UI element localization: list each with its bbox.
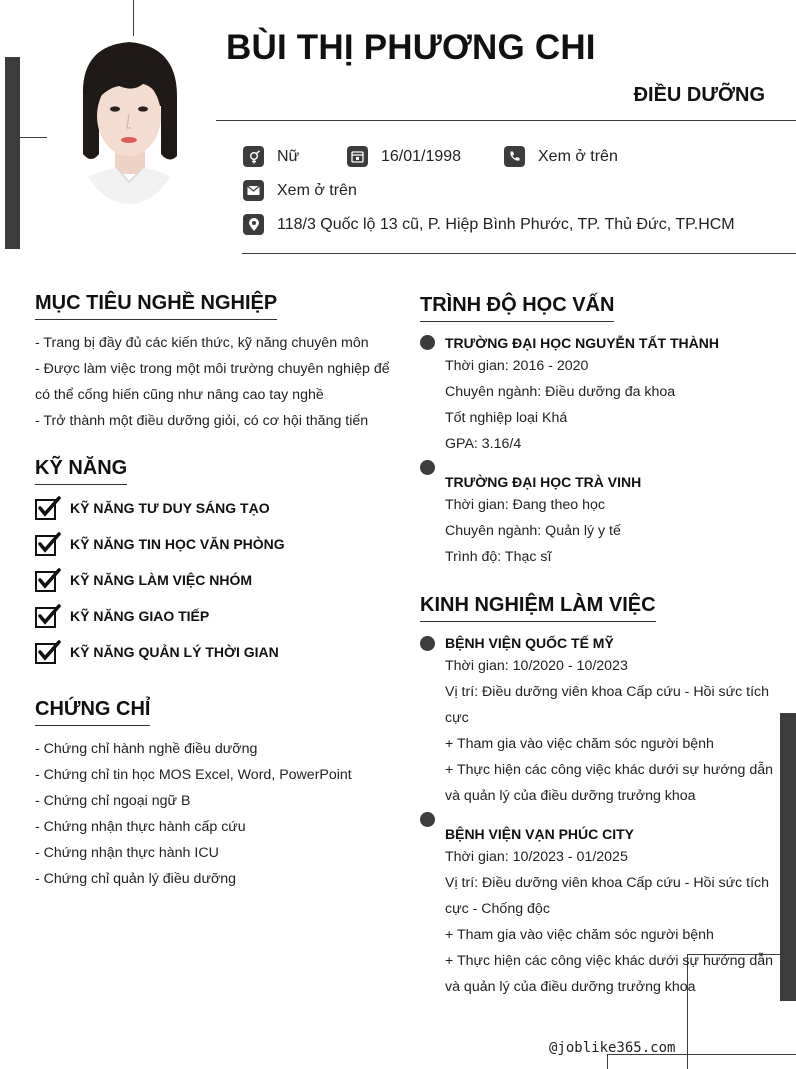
timeline-dot <box>420 636 435 651</box>
contact-address <box>243 214 735 235</box>
certificates-heading: CHỨNG CHỈ <box>35 698 150 726</box>
experience-line: Vị trí: Điều dưỡng viên khoa Cấp cứu - Hồi sức tích <box>445 684 770 700</box>
location-pin-icon <box>243 214 264 235</box>
checkbox-icon <box>35 532 61 556</box>
objective-line: có thể cống hiến cũng như nâng cao tay nghề <box>35 387 324 403</box>
certificate-item: - Chứng chỉ quản lý điều dưỡng <box>35 871 237 887</box>
gender-value: Nữ <box>277 147 300 165</box>
skill-label: KỸ NĂNG TƯ DUY SÁNG TẠO <box>70 500 270 516</box>
education-line: Thời gian: Đang theo học <box>445 497 605 513</box>
phone-value: Xem ở trên <box>538 147 618 165</box>
right-accent-bar <box>780 713 796 1001</box>
experience-company: BỆNH VIỆN QUỐC TẾ MỸ <box>445 635 614 651</box>
experience-line: + Tham gia vào việc chăm sóc người bệnh <box>445 736 714 752</box>
contact-dob <box>347 146 461 167</box>
skill-item <box>35 494 285 522</box>
experience-line: Thời gian: 10/2023 - 01/2025 <box>445 849 628 865</box>
checkbox-icon <box>35 568 61 592</box>
experience-heading: KINH NGHIỆM LÀM VIỆC <box>420 594 656 622</box>
email-value: Xem ở trên <box>277 181 357 199</box>
dob-value: 16/01/1998 <box>381 147 462 165</box>
objective-heading: MỤC TIÊU NGHỀ NGHIỆP <box>35 292 277 320</box>
skill-item <box>35 566 285 594</box>
objective-line: - Trở thành một điều dưỡng giỏi, có cơ hội thăng tiến <box>35 413 369 429</box>
education-line: Chuyên ngành: Điều dưỡng đa khoa <box>445 384 676 400</box>
experience-line: Vị trí: Điều dưỡng viên khoa Cấp cứu - Hồi sức tích <box>445 875 770 891</box>
contact-phone <box>504 146 618 167</box>
address-value: 118/3 Quốc lộ 13 cũ, P. Hiệp Bình Phước, TP. Thủ Đức, TP.HCM <box>277 215 735 233</box>
contact-divider <box>242 253 796 254</box>
education-line: Thời gian: 2016 - 2020 <box>445 358 589 374</box>
skill-item <box>35 530 285 558</box>
checkbox-icon <box>35 604 61 628</box>
objective-line: - Được làm việc trong một môi trường chuyên nghiệp để <box>35 361 390 377</box>
watermark-text: @joblike365.com <box>549 1040 676 1056</box>
skills-heading: KỸ NĂNG <box>35 457 127 485</box>
timeline-dot <box>420 460 435 475</box>
objective-text <box>35 330 390 434</box>
certificate-item: - Chứng chỉ ngoại ngữ B <box>35 793 191 809</box>
certificates-list <box>35 736 352 892</box>
certificate-item: - Chứng chỉ hành nghề điều dưỡng <box>35 741 258 757</box>
phone-icon <box>504 146 525 167</box>
education-line: Tốt nghiệp loại Khá <box>445 410 568 426</box>
left-horizontal-line <box>19 137 47 138</box>
experience-line: Thời gian: 10/2020 - 10/2023 <box>445 658 628 674</box>
objective-line: - Trang bị đầy đủ các kiến thức, kỹ năng chuyên môn <box>35 335 369 351</box>
experience-line: và quản lý của điều dưỡng trưởng khoa <box>445 788 696 804</box>
experience-line: cực <box>445 710 469 726</box>
checkbox-icon <box>35 496 61 520</box>
gender-icon <box>243 146 264 167</box>
certificate-item: - Chứng nhận thực hành cấp cứu <box>35 819 246 835</box>
education-details <box>445 492 621 570</box>
job-title: ĐIỀU DƯỠNG <box>633 84 765 106</box>
experience-line: cực - Chống độc <box>445 901 550 917</box>
candidate-name: BÙI THỊ PHƯƠNG CHI <box>226 28 596 67</box>
checkbox-icon <box>35 640 61 664</box>
header-divider <box>216 120 796 121</box>
timeline-dot <box>420 335 435 350</box>
education-school: TRƯỜNG ĐẠI HỌC NGUYỄN TẤT THÀNH <box>445 335 719 351</box>
skill-item <box>35 602 285 630</box>
contact-email <box>243 180 357 201</box>
certificate-item: - Chứng nhận thực hành ICU <box>35 845 219 861</box>
skill-item <box>35 638 285 666</box>
timeline-dot <box>420 812 435 827</box>
education-line: Chuyên ngành: Quản lý y tế <box>445 523 621 539</box>
bottom-frame-v2 <box>607 1054 608 1069</box>
education-school: TRƯỜNG ĐẠI HỌC TRÀ VINH <box>445 474 642 490</box>
contact-gender <box>243 146 299 167</box>
experience-company: BỆNH VIỆN VẠN PHÚC CITY <box>445 826 635 842</box>
skill-label: KỸ NĂNG QUẢN LÝ THỜI GIAN <box>70 644 279 660</box>
top-vertical-line <box>133 0 134 40</box>
experience-line: + Tham gia vào việc chăm sóc người bệnh <box>445 927 714 943</box>
experience-details <box>445 844 773 1000</box>
skills-list <box>35 494 285 666</box>
education-details <box>445 353 675 457</box>
experience-line: + Thực hiện các công việc khác dưới sự hướng dẫn <box>445 762 774 778</box>
education-line: GPA: 3.16/4 <box>445 436 522 452</box>
education-heading: TRÌNH ĐỘ HỌC VẤN <box>420 294 614 322</box>
certificate-item: - Chứng chỉ tin học MOS Excel, Word, PowerPoint <box>35 767 352 783</box>
profile-photo <box>73 36 185 204</box>
skill-label: KỸ NĂNG GIAO TIẾP <box>70 608 210 624</box>
skill-label: KỸ NĂNG LÀM VIỆC NHÓM <box>70 572 252 588</box>
email-icon <box>243 180 264 201</box>
experience-details <box>445 653 773 809</box>
left-accent-bar <box>5 57 20 249</box>
calendar-icon <box>347 146 368 167</box>
skill-label: KỸ NĂNG TIN HỌC VĂN PHÒNG <box>70 536 285 552</box>
experience-line: + Thực hiện các công việc khác dưới sự hướng dẫn <box>445 953 774 969</box>
education-line: Trình độ: Thạc sĩ <box>445 549 552 565</box>
experience-line: và quản lý của điều dưỡng trưởng khoa <box>445 979 696 995</box>
